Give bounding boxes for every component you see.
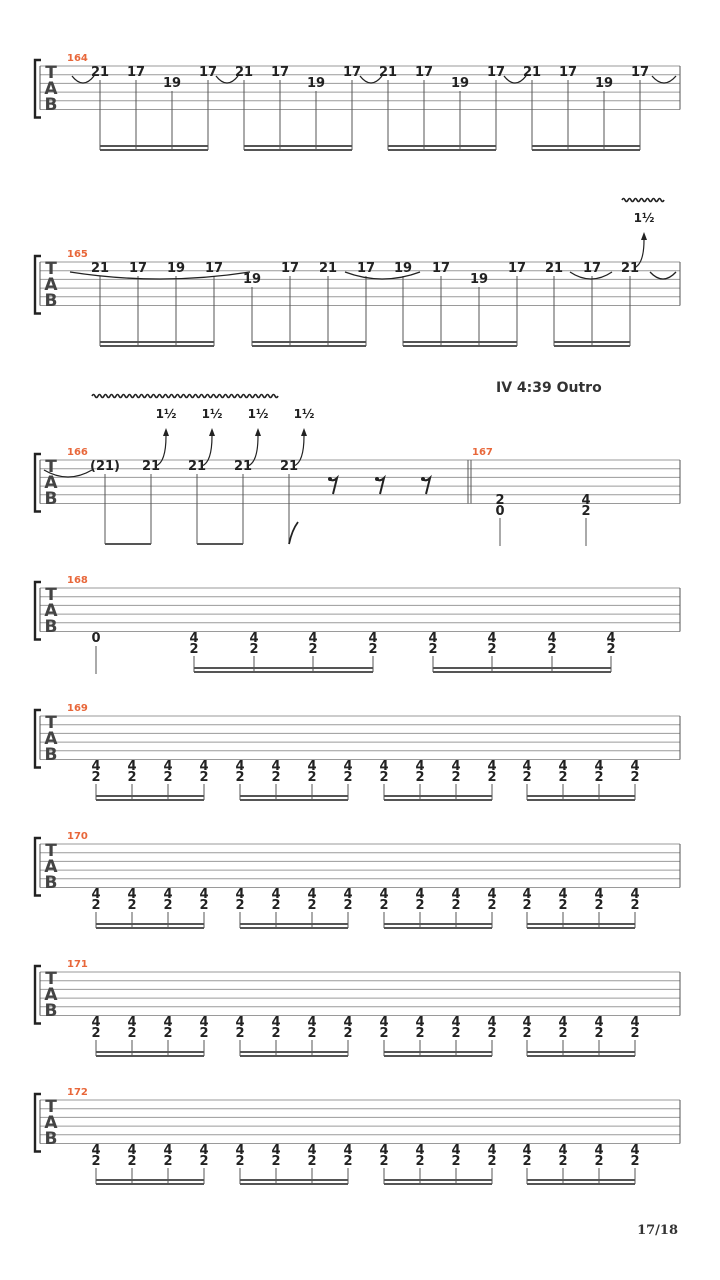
fret-number: 4 [428, 631, 438, 646]
fret-number: 2 [235, 898, 245, 913]
fret-number: 0 [495, 504, 505, 519]
fret-number: 17 [507, 261, 527, 276]
fret-number: 19 [450, 76, 470, 91]
fret-number: 2 [558, 770, 568, 785]
rest-dot [375, 477, 379, 481]
measure-number: 166 [67, 447, 88, 458]
fret-number: 4 [271, 759, 281, 774]
tab-clef-letter: B [44, 1001, 58, 1021]
tab-clef-letter: A [44, 985, 58, 1005]
fret-number: 4 [379, 759, 389, 774]
fret-number: 4 [308, 631, 318, 646]
fret-number: 4 [368, 631, 378, 646]
fret-number: 4 [307, 759, 317, 774]
fret-number: 4 [451, 759, 461, 774]
fret-number: 21 [90, 261, 110, 276]
fret-number: 4 [522, 759, 532, 774]
fret-number: 17 [270, 65, 290, 80]
fret-number: 2 [343, 1154, 353, 1169]
fret-number: 4 [558, 1143, 568, 1158]
fret-number: 2 [415, 898, 425, 913]
fret-number: 2 [91, 898, 101, 913]
fret-number: 4 [487, 759, 497, 774]
fret-number: 4 [558, 1015, 568, 1030]
fret-number: 2 [163, 1026, 173, 1041]
fret-number: 2 [379, 770, 389, 785]
tab-clef-letter: B [44, 1129, 58, 1149]
bend-arrowhead [255, 428, 261, 436]
tab-clef-letter: A [44, 1113, 58, 1133]
tab-clef-letter: A [44, 601, 58, 621]
fret-number: 2 [594, 898, 604, 913]
fret-number: 4 [307, 887, 317, 902]
fret-number: 0 [91, 631, 101, 646]
fret-number: 4 [581, 493, 591, 508]
vibrato-line [622, 199, 664, 202]
fret-number: 2 [343, 770, 353, 785]
fret-number: 4 [127, 759, 137, 774]
tab-clef-letter: T [45, 585, 57, 605]
fret-number: 4 [487, 631, 497, 646]
fret-number: 2 [451, 898, 461, 913]
fret-number: 2 [307, 898, 317, 913]
fret-number: 2 [558, 898, 568, 913]
fret-number: 2 [522, 898, 532, 913]
fret-number: 2 [91, 770, 101, 785]
fret-number: 4 [271, 1015, 281, 1030]
fret-number: 17 [198, 65, 218, 80]
measure-number: 170 [67, 831, 88, 842]
fret-number: 21 [620, 261, 640, 276]
fret-number: 21 [522, 65, 542, 80]
fret-number: 2 [91, 1154, 101, 1169]
fret-number: 4 [379, 1143, 389, 1158]
fret-number: 4 [163, 1143, 173, 1158]
bend-amount: 1½ [155, 407, 177, 421]
fret-number: 2 [522, 770, 532, 785]
fret-number: 2 [343, 898, 353, 913]
fret-number: 19 [469, 272, 489, 287]
fret-number: 2 [487, 770, 497, 785]
slur [652, 76, 676, 83]
fret-number: 2 [487, 898, 497, 913]
fret-number: 4 [271, 887, 281, 902]
fret-number: 4 [487, 1015, 497, 1030]
fret-number: 4 [235, 887, 245, 902]
fret-number: 4 [127, 1143, 137, 1158]
fret-number: 4 [271, 1143, 281, 1158]
rest-dot [421, 477, 425, 481]
fret-number: 2 [271, 770, 281, 785]
fret-number: 21 [234, 65, 254, 80]
note-flag [289, 522, 298, 544]
fret-number: 4 [606, 631, 616, 646]
page-number: 17/18 [637, 1223, 678, 1238]
fret-number: 17 [356, 261, 376, 276]
fret-number: 2 [451, 1154, 461, 1169]
fret-number: 2 [127, 1154, 137, 1169]
fret-number: 2 [415, 1154, 425, 1169]
fret-number: 4 [487, 887, 497, 902]
measure-number: 171 [67, 959, 88, 970]
fret-number: 4 [379, 1015, 389, 1030]
fret-number: 2 [487, 1026, 497, 1041]
fret-number: 2 [308, 642, 318, 657]
fret-number: 2 [630, 898, 640, 913]
fret-number: 4 [594, 759, 604, 774]
slur [650, 272, 676, 279]
fret-number: 17 [414, 65, 434, 80]
fret-number: 2 [581, 504, 591, 519]
fret-number: 4 [594, 1015, 604, 1030]
fret-number: 17 [342, 65, 362, 80]
fret-number: 21 [187, 459, 207, 474]
bend-arrowhead [641, 232, 647, 240]
fret-number: 21 [90, 65, 110, 80]
fret-number: 2 [522, 1154, 532, 1169]
fret-number: 2 [415, 1026, 425, 1041]
bend-arrowhead [301, 428, 307, 436]
tab-clef-letter: B [44, 617, 58, 637]
fret-number: 4 [343, 887, 353, 902]
fret-number: 2 [451, 1026, 461, 1041]
fret-number: 4 [343, 759, 353, 774]
fret-number: 4 [558, 887, 568, 902]
fret-number: 17 [204, 261, 224, 276]
fret-number: 4 [249, 631, 259, 646]
rest-dot [328, 477, 332, 481]
tab-clef-letter: A [44, 79, 58, 99]
fret-number: 4 [91, 1015, 101, 1030]
tab-clef-letter: B [44, 95, 58, 115]
fret-number: 4 [307, 1015, 317, 1030]
vibrato-line [92, 395, 278, 398]
fret-number: 2 [558, 1026, 568, 1041]
fret-number: 19 [594, 76, 614, 91]
fret-number: 21 [141, 459, 161, 474]
fret-number: 2 [189, 642, 199, 657]
fret-number: 2 [163, 1154, 173, 1169]
tab-clef-letter: A [44, 473, 58, 493]
fret-number: 4 [522, 1143, 532, 1158]
fret-number: 2 [235, 770, 245, 785]
fret-number: 19 [242, 272, 262, 287]
fret-number: 4 [415, 759, 425, 774]
fret-number: 4 [163, 1015, 173, 1030]
fret-number: 2 [163, 770, 173, 785]
fret-number: 17 [126, 65, 146, 80]
fret-number: 4 [163, 887, 173, 902]
fret-number: 4 [415, 1143, 425, 1158]
fret-number: 2 [630, 1154, 640, 1169]
tab-clef-letter: B [44, 745, 58, 765]
fret-number: 17 [431, 261, 451, 276]
fret-number: 2 [199, 770, 209, 785]
fret-number: 4 [630, 1015, 640, 1030]
fret-number: 4 [630, 759, 640, 774]
fret-number: 2 [487, 642, 497, 657]
fret-number: 4 [594, 887, 604, 902]
fret-number: 2 [594, 1026, 604, 1041]
fret-number: 2 [428, 642, 438, 657]
tab-clef-letter: T [45, 713, 57, 733]
fret-number: 19 [393, 261, 413, 276]
fret-number: 2 [271, 1026, 281, 1041]
fret-number: 4 [487, 1143, 497, 1158]
fret-number: 2 [594, 1154, 604, 1169]
fret-number: 4 [199, 1143, 209, 1158]
fret-number: 2 [379, 1154, 389, 1169]
fret-number: 4 [199, 887, 209, 902]
fret-number: 4 [415, 1015, 425, 1030]
fret-number: 2 [495, 493, 505, 508]
fret-number: 21 [544, 261, 564, 276]
fret-number: 2 [307, 770, 317, 785]
fret-number: 21 [378, 65, 398, 80]
fret-number: 4 [91, 887, 101, 902]
bend-amount: 1½ [633, 211, 655, 225]
fret-number: 2 [199, 1026, 209, 1041]
fret-number: 2 [606, 642, 616, 657]
fret-number: 4 [630, 1143, 640, 1158]
fret-number: 21 [233, 459, 253, 474]
fret-number: 17 [128, 261, 148, 276]
fret-number: 4 [594, 1143, 604, 1158]
fret-number: 2 [127, 898, 137, 913]
tab-clef-letter: T [45, 841, 57, 861]
tab-clef-letter: B [44, 291, 58, 311]
fret-number: 2 [368, 642, 378, 657]
fret-number: 4 [163, 759, 173, 774]
bend-amount: 1½ [201, 407, 223, 421]
fret-number: 4 [235, 1015, 245, 1030]
fret-number: 4 [127, 1015, 137, 1030]
fret-number: 4 [379, 887, 389, 902]
measure-number: 165 [67, 249, 88, 260]
fret-number: 2 [199, 898, 209, 913]
fret-number: 2 [271, 898, 281, 913]
tab-clef-letter: A [44, 857, 58, 877]
fret-number: 2 [127, 770, 137, 785]
fret-number: 19 [306, 76, 326, 91]
bend-amount: 1½ [247, 407, 269, 421]
fret-number: 2 [594, 770, 604, 785]
bend-arrowhead [163, 428, 169, 436]
fret-number: 2 [451, 770, 461, 785]
measure-number: 168 [67, 575, 88, 586]
fret-number: 17 [558, 65, 578, 80]
fret-number: 2 [343, 1026, 353, 1041]
fret-number: 4 [307, 1143, 317, 1158]
fret-number: 4 [235, 759, 245, 774]
fret-number: 2 [235, 1154, 245, 1169]
tab-clef-letter: T [45, 259, 57, 279]
measure-number: 169 [67, 703, 88, 714]
fret-number: 21 [279, 459, 299, 474]
fret-number: 19 [166, 261, 186, 276]
fret-number: 2 [199, 1154, 209, 1169]
fret-number: 2 [487, 1154, 497, 1169]
bend-arrowhead [209, 428, 215, 436]
fret-number: 2 [163, 898, 173, 913]
bend-amount: 1½ [293, 407, 315, 421]
tab-clef-letter: T [45, 63, 57, 83]
fret-number: 2 [379, 898, 389, 913]
measure-number: 172 [67, 1087, 88, 1098]
section-label: IV 4:39 Outro [496, 380, 602, 396]
fret-number: 2 [630, 1026, 640, 1041]
fret-number: 2 [91, 1026, 101, 1041]
fret-number: (21) [90, 459, 120, 474]
tab-clef-letter: T [45, 1097, 57, 1117]
fret-number: 2 [249, 642, 259, 657]
fret-number: 4 [522, 887, 532, 902]
fret-number: 17 [630, 65, 650, 80]
tab-clef-letter: B [44, 489, 58, 509]
tab-clef-letter: T [45, 457, 57, 477]
fret-number: 2 [307, 1154, 317, 1169]
fret-number: 17 [582, 261, 602, 276]
fret-number: 2 [415, 770, 425, 785]
fret-number: 4 [91, 759, 101, 774]
tab-clef-letter: A [44, 275, 58, 295]
fret-number: 4 [189, 631, 199, 646]
tab-clef-letter: A [44, 729, 58, 749]
fret-number: 2 [630, 770, 640, 785]
fret-number: 17 [486, 65, 506, 80]
fret-number: 4 [451, 1143, 461, 1158]
fret-number: 4 [451, 887, 461, 902]
fret-number: 4 [199, 759, 209, 774]
fret-number: 4 [451, 1015, 461, 1030]
fret-number: 2 [271, 1154, 281, 1169]
fret-number: 21 [318, 261, 338, 276]
fret-number: 4 [547, 631, 557, 646]
fret-number: 2 [379, 1026, 389, 1041]
fret-number: 2 [307, 1026, 317, 1041]
fret-number: 2 [547, 642, 557, 657]
fret-number: 2 [522, 1026, 532, 1041]
fret-number: 4 [199, 1015, 209, 1030]
measure-number: 164 [67, 53, 88, 64]
fret-number: 19 [162, 76, 182, 91]
fret-number: 4 [343, 1015, 353, 1030]
fret-number: 2 [235, 1026, 245, 1041]
fret-number: 2 [127, 1026, 137, 1041]
fret-number: 4 [235, 1143, 245, 1158]
tab-clef-letter: T [45, 969, 57, 989]
fret-number: 4 [415, 887, 425, 902]
fret-number: 17 [280, 261, 300, 276]
fret-number: 4 [522, 1015, 532, 1030]
tab-clef-letter: B [44, 873, 58, 893]
fret-number: 2 [558, 1154, 568, 1169]
fret-number: 4 [343, 1143, 353, 1158]
fret-number: 4 [91, 1143, 101, 1158]
fret-number: 4 [558, 759, 568, 774]
fret-number: 4 [127, 887, 137, 902]
fret-number: 4 [630, 887, 640, 902]
measure-number: 167 [472, 447, 493, 458]
